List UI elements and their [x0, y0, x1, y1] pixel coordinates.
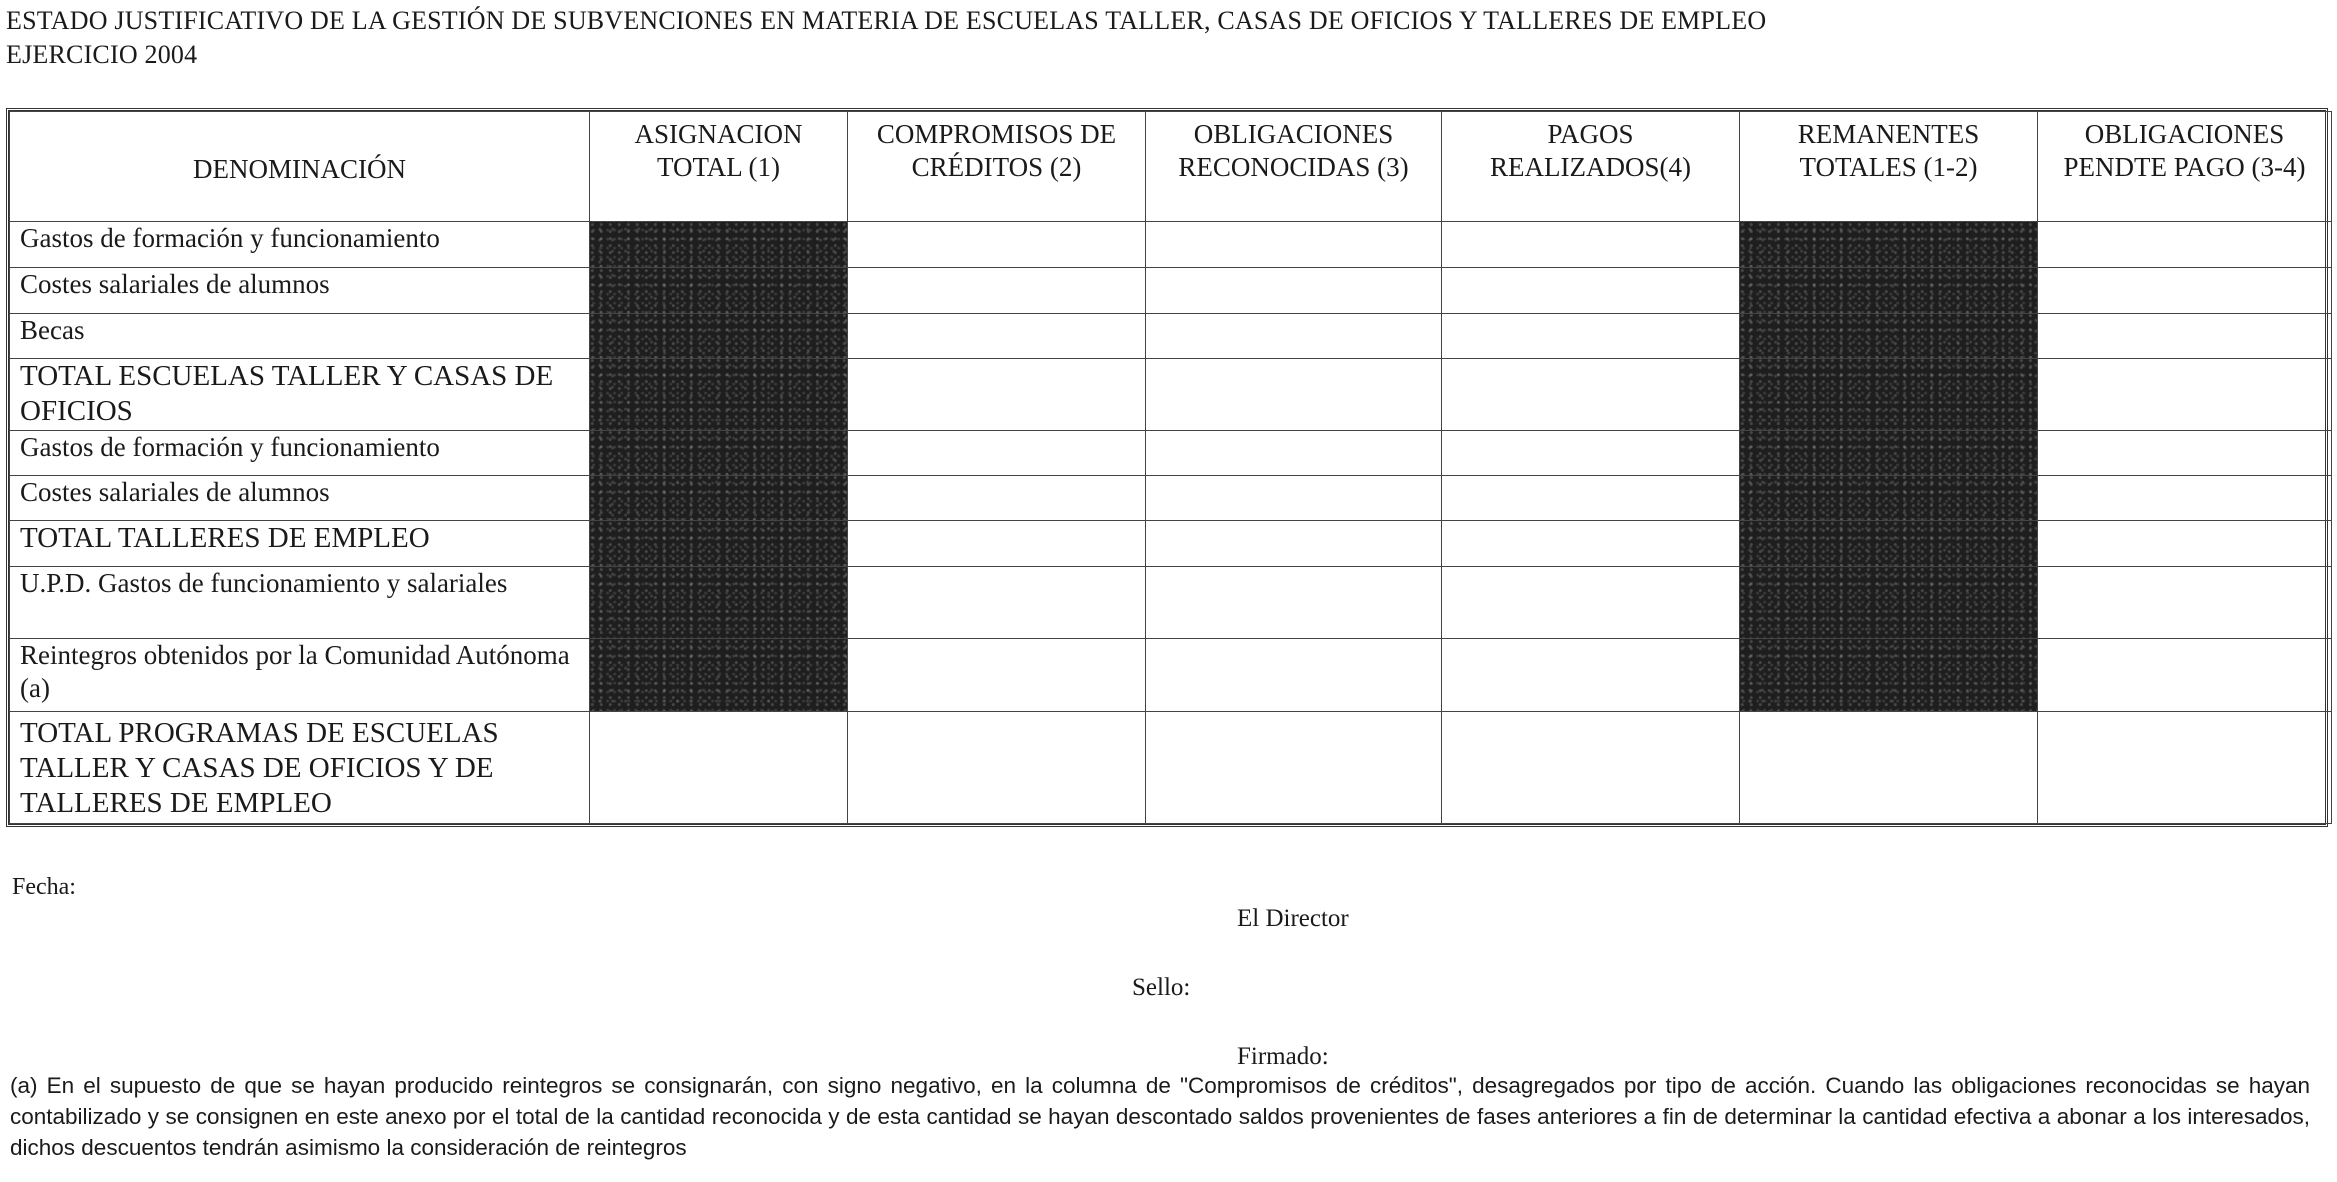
shaded-cell	[590, 475, 848, 520]
input-cell[interactable]	[1442, 222, 1740, 268]
input-cell[interactable]	[1146, 567, 1442, 639]
shaded-cell	[590, 430, 848, 475]
sello-label: Sello:	[1132, 974, 1191, 1001]
input-cell[interactable]	[2038, 567, 2332, 639]
input-cell[interactable]	[848, 521, 1146, 567]
row-label: Costes salariales de alumnos	[10, 268, 590, 313]
row-label: Gastos de formación y funcionamiento	[10, 222, 590, 268]
row-label: Gastos de formación y funcionamiento	[10, 430, 590, 475]
input-cell[interactable]	[2038, 313, 2332, 358]
input-cell[interactable]	[1442, 430, 1740, 475]
input-cell[interactable]	[2038, 711, 2332, 823]
input-cell[interactable]	[848, 639, 1146, 711]
input-cell[interactable]	[590, 711, 848, 823]
input-cell[interactable]	[1442, 313, 1740, 358]
input-cell[interactable]	[848, 313, 1146, 358]
shaded-cell	[590, 222, 848, 268]
row-label: Becas	[10, 313, 590, 358]
col-header-denominacion: DENOMINACIÓN	[10, 112, 590, 222]
row-label: Reintegros obtenidos por la Comunidad Autónoma (a)	[10, 639, 590, 711]
row-label: TOTAL TALLERES DE EMPLEO	[10, 521, 590, 567]
table-row	[10, 475, 2332, 520]
input-cell[interactable]	[2038, 222, 2332, 268]
subsidy-table-frame	[6, 108, 2328, 827]
shaded-cell	[590, 639, 848, 711]
input-cell[interactable]	[1442, 639, 1740, 711]
input-cell[interactable]	[1146, 313, 1442, 358]
input-cell[interactable]	[1442, 475, 1740, 520]
col-header-pendte-pago: OBLIGACIONES PENDTE PAGO (3-4)	[2038, 112, 2332, 222]
table-row	[10, 639, 2332, 711]
input-cell[interactable]	[848, 222, 1146, 268]
table-row	[10, 268, 2332, 313]
input-cell[interactable]	[1442, 567, 1740, 639]
input-cell[interactable]	[1442, 358, 1740, 430]
table-row	[10, 313, 2332, 358]
shaded-cell	[1740, 313, 2038, 358]
input-cell[interactable]	[1146, 639, 1442, 711]
shaded-cell	[590, 521, 848, 567]
input-cell[interactable]	[848, 567, 1146, 639]
input-cell[interactable]	[2038, 521, 2332, 567]
input-cell[interactable]	[848, 430, 1146, 475]
director-label: El Director	[1237, 905, 1349, 932]
input-cell[interactable]	[1146, 268, 1442, 313]
col-header-asignacion: ASIGNACION TOTAL (1)	[590, 112, 848, 222]
input-cell[interactable]	[2038, 639, 2332, 711]
col-header-compromisos: COMPROMISOS DE CRÉDITOS (2)	[848, 112, 1146, 222]
footnote: (a) En el supuesto de que se hayan producido reintegros se consignarán, con signo negativo, en la columna de "Compromisos de créditos", desagregados por tipo de acción. Cuando las obligaciones reconocidas se hayan contabilizado y se consignen en este anexo por el total de la cantidad reconocida y de esta cantidad se hayan descontado saldos provenientes de fases anteriores a fin de determinar la cantidad efectiva a abonar a los interesados, dichos descuentos tendrán asimismo la consideración de reintegros	[10, 1073, 2310, 1160]
input-cell[interactable]	[1146, 358, 1442, 430]
input-cell[interactable]	[1146, 521, 1442, 567]
subsidy-table	[9, 111, 2332, 824]
shaded-cell	[590, 358, 848, 430]
shaded-cell	[1740, 222, 2038, 268]
input-cell[interactable]	[1146, 222, 1442, 268]
table-row	[10, 222, 2332, 268]
input-cell[interactable]	[1146, 430, 1442, 475]
input-cell[interactable]	[1442, 711, 1740, 823]
firmado-label: Firmado:	[1237, 1043, 1329, 1070]
shaded-cell	[1740, 430, 2038, 475]
row-label: TOTAL ESCUELAS TALLER Y CASAS DE OFICIOS	[10, 358, 590, 430]
input-cell[interactable]	[2038, 358, 2332, 430]
total-row-label: TOTAL PROGRAMAS DE ESCUELAS TALLER Y CASAS DE OFICIOS Y DE TALLERES DE EMPLEO	[10, 711, 590, 823]
input-cell[interactable]	[2038, 430, 2332, 475]
shaded-cell	[1740, 475, 2038, 520]
col-header-obligaciones: OBLIGACIONES RECONOCIDAS (3)	[1146, 112, 1442, 222]
row-label: Costes salariales de alumnos	[10, 475, 590, 520]
fecha-label: Fecha:	[12, 874, 76, 900]
input-cell[interactable]	[1740, 711, 2038, 823]
shaded-cell	[590, 268, 848, 313]
table-row	[10, 567, 2332, 639]
table-header-row	[10, 112, 2332, 222]
shaded-cell	[1740, 521, 2038, 567]
title-line-2: EJERCICIO 2004	[6, 40, 198, 69]
shaded-cell	[590, 567, 848, 639]
shaded-cell	[1740, 358, 2038, 430]
row-label: U.P.D. Gastos de funcionamiento y salariales	[10, 567, 590, 639]
document-title	[6, 4, 1766, 72]
col-header-remanentes: REMANENTES TOTALES (1-2)	[1740, 112, 2038, 222]
input-cell[interactable]	[1442, 521, 1740, 567]
shaded-cell	[1740, 639, 2038, 711]
input-cell[interactable]	[1146, 711, 1442, 823]
title-line-1: ESTADO JUSTIFICATIVO DE LA GESTIÓN DE SUBVENCIONES EN MATERIA DE ESCUELAS TALLER, CASAS DE OFICIOS Y TALLERES DE EMPLEO	[6, 6, 1767, 35]
input-cell[interactable]	[848, 268, 1146, 313]
col-header-pagos: PAGOS REALIZADOS(4)	[1442, 112, 1740, 222]
shaded-cell	[1740, 268, 2038, 313]
table-row	[10, 521, 2332, 567]
total-row	[10, 711, 2332, 823]
input-cell[interactable]	[848, 711, 1146, 823]
input-cell[interactable]	[1442, 268, 1740, 313]
input-cell[interactable]	[2038, 268, 2332, 313]
input-cell[interactable]	[848, 475, 1146, 520]
input-cell[interactable]	[848, 358, 1146, 430]
input-cell[interactable]	[2038, 475, 2332, 520]
shaded-cell	[590, 313, 848, 358]
table-row	[10, 430, 2332, 475]
input-cell[interactable]	[1146, 475, 1442, 520]
shaded-cell	[1740, 567, 2038, 639]
table-row	[10, 358, 2332, 430]
